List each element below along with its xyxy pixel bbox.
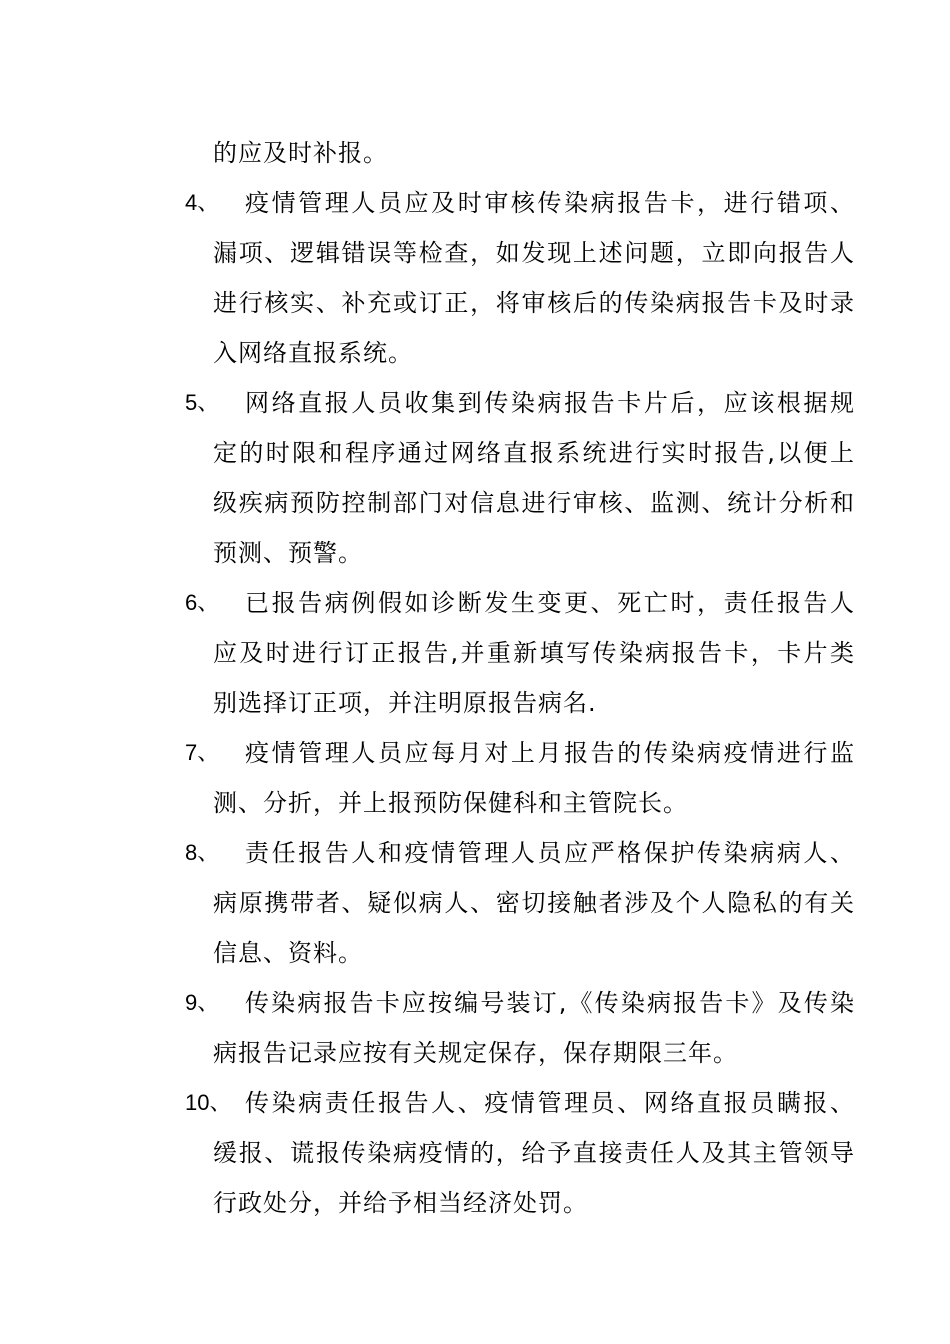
list-item-line: 测、分折，并上报预防保健科和主管院长。 (213, 789, 688, 817)
regulation-list (185, 178, 865, 1228)
list-item-line: 病报告记录应按有关规定保存，保存期限三年。 (213, 1039, 738, 1067)
list-item-line: 进行核实、补充或订正，将审核后的传染病报告卡及时录 (213, 289, 855, 317)
list-item-line: 疫情管理人员应及时审核传染病报告卡，进行错项、 (245, 189, 855, 217)
list-item-line: 疫情管理人员应每月对上月报告的传染病疫情进行监 (245, 739, 855, 767)
list-item (185, 178, 865, 378)
list-item-line: 网络直报人员收集到传染病报告卡片后，应该根据规 (245, 389, 855, 417)
list-item-line: 行政处分，并给予相当经济处罚。 (213, 1189, 588, 1217)
list-item (185, 828, 865, 978)
continuation-text: 的应及时补报。 (213, 139, 388, 167)
list-item-number: 10、 (185, 1090, 232, 1115)
list-item-number: 6、 (185, 590, 220, 615)
list-item (185, 378, 865, 578)
list-item-line: 预测、预警。 (213, 539, 363, 567)
list-item-line: 应及时进行订正报告,并重新填写传染病报告卡，卡片类 (213, 639, 855, 667)
list-item (185, 728, 865, 828)
list-item-line: 入网络直报系统。 (213, 339, 413, 367)
list-item-line: 责任报告人和疫情管理人员应严格保护传染病病人、 (245, 839, 855, 867)
list-item (185, 978, 865, 1078)
list-item-line: 别选择订正项，并注明原报告病名. (213, 689, 597, 717)
list-item-line: 漏项、逻辑错误等检查，如发现上述问题，立即向报告人 (213, 239, 855, 267)
list-item-number: 4、 (185, 190, 220, 215)
list-item-number: 9、 (185, 990, 220, 1015)
list-item (185, 1078, 865, 1228)
list-item-line: 缓报、谎报传染病疫情的，给予直接责任人及其主管领导 (213, 1139, 855, 1167)
list-item-line: 病原携带者、疑似病人、密切接触者涉及个人隐私的有关 (213, 889, 855, 917)
list-item-line: 传染病报告卡应按编号装订,《传染病报告卡》及传染 (245, 989, 855, 1017)
list-item-line: 信息、资料。 (213, 939, 363, 967)
list-item-number: 7、 (185, 740, 220, 765)
list-item-line: 传染病责任报告人、疫情管理员、网络直报员瞒报、 (245, 1089, 855, 1117)
list-item-number: 8、 (185, 840, 220, 865)
list-item-line: 定的时限和程序通过网络直报系统进行实时报告,以便上 (213, 439, 855, 467)
list-item-line: 级疾病预防控制部门对信息进行审核、监测、统计分析和 (213, 489, 855, 517)
list-item (185, 578, 865, 728)
list-item-number: 5、 (185, 390, 220, 415)
list-item-line: 已报告病例假如诊断发生变更、死亡时，责任报告人 (245, 589, 855, 617)
